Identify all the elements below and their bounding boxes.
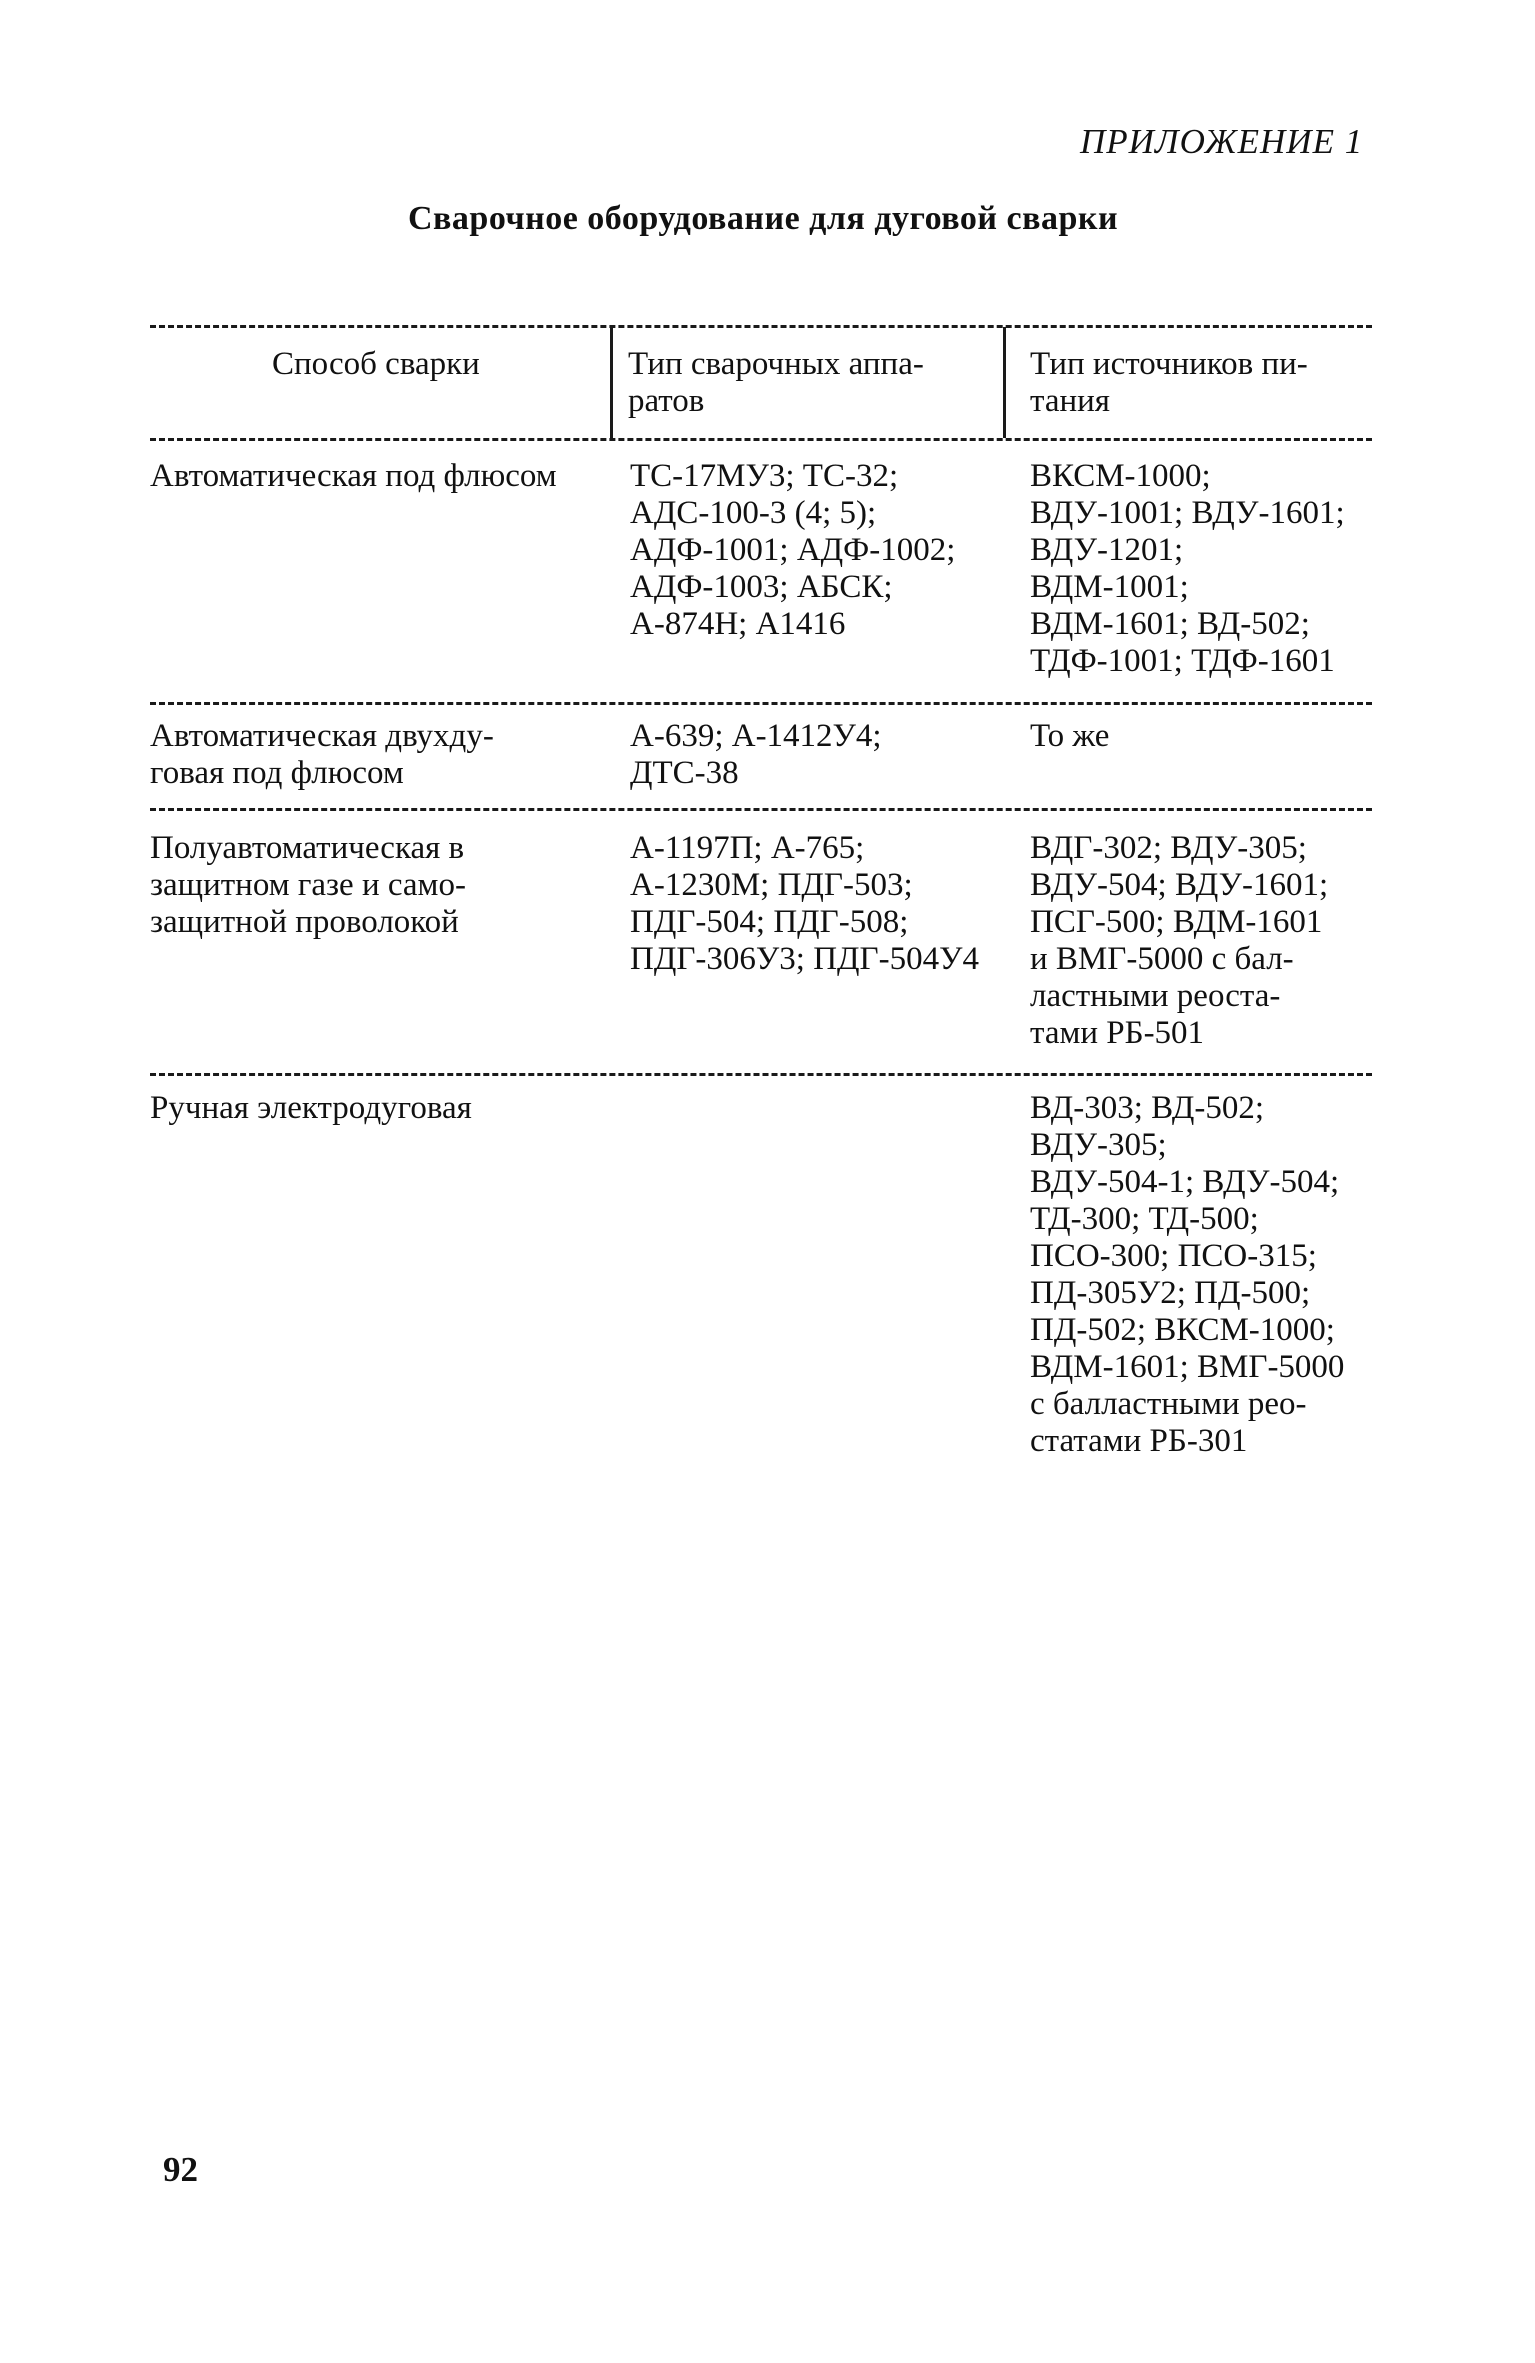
cell-method (150, 458, 557, 495)
cell-line: ВДУ-305; (1030, 1127, 1167, 1163)
cell-line: ВДМ-1601; ВД-502; (1030, 606, 1310, 642)
header-line: Тип источников пи- (1030, 346, 1308, 382)
cell-sources (1030, 718, 1109, 755)
header-line: ратов (628, 383, 705, 419)
cell-line: ВДУ-1001; ВДУ-1601; (1030, 495, 1345, 531)
cell-line: ПД-502; ВКСМ-1000; (1030, 1312, 1335, 1348)
cell-line: ПД-305У2; ПД-500; (1030, 1275, 1311, 1311)
appendix-label: ПРИЛОЖЕНИЕ 1 (1080, 122, 1364, 161)
cell-method (150, 830, 466, 941)
cell-line: А-1197П; А-765; (630, 830, 865, 866)
page-number: 92 (163, 2150, 198, 2189)
cell-line: АДС-100-3 (4; 5); (630, 495, 877, 531)
cell-line: говая под флюсом (150, 755, 404, 791)
cell-line: ВД-303; ВД-502; (1030, 1090, 1265, 1126)
cell-sources (1030, 830, 1328, 1052)
table-rule-header (150, 438, 1372, 441)
cell-line: ВДУ-1201; (1030, 532, 1184, 568)
cell-line: Полуавтоматическая в (150, 830, 465, 866)
cell-line: Автоматическая двухду- (150, 718, 494, 754)
cell-apparatus (630, 830, 979, 978)
cell-line: ПДГ-306У3; ПДГ-504У4 (630, 941, 979, 977)
cell-apparatus (630, 458, 955, 643)
header-line: тания (1030, 383, 1110, 419)
column-header-apparatus (628, 346, 924, 420)
cell-method (150, 718, 494, 792)
header-separator-2 (1003, 327, 1006, 438)
cell-line: ТД-300; ТД-500; (1030, 1201, 1259, 1237)
cell-line: ВДГ-302; ВДУ-305; (1030, 830, 1307, 866)
cell-sources (1030, 458, 1345, 680)
cell-line: А-874Н; А1416 (630, 606, 846, 642)
cell-line: ВДМ-1601; ВМГ-5000 (1030, 1349, 1345, 1385)
cell-line: ПСГ-500; ВДМ-1601 (1030, 904, 1323, 940)
table-rule-row3 (150, 1073, 1372, 1076)
cell-sources (1030, 1090, 1344, 1460)
table-rule-row2 (150, 808, 1372, 811)
cell-line: ВДУ-504; ВДУ-1601; (1030, 867, 1329, 903)
cell-line: ДТС-38 (630, 755, 739, 791)
column-header-sources (1030, 346, 1308, 420)
cell-line: защитном газе и само- (150, 867, 466, 903)
cell-line: защитной проволокой (150, 904, 459, 940)
table-rule-top (150, 325, 1372, 328)
cell-line: Автоматическая под флюсом (150, 458, 557, 494)
cell-line: ТДФ-1001; ТДФ-1601 (1030, 643, 1335, 679)
cell-apparatus (630, 718, 882, 792)
cell-line: А-1230М; ПДГ-503; (630, 867, 913, 903)
cell-line: с балластными рео- (1030, 1386, 1307, 1422)
cell-line: ПДГ-504; ПДГ-508; (630, 904, 909, 940)
cell-line: и ВМГ-5000 с бал- (1030, 941, 1294, 977)
cell-line: тами РБ-501 (1030, 1015, 1205, 1051)
cell-line: статами РБ-301 (1030, 1423, 1248, 1459)
cell-line: ВКСМ-1000; (1030, 458, 1211, 494)
cell-line: ПСО-300; ПСО-315; (1030, 1238, 1317, 1274)
cell-line: АДФ-1001; АДФ-1002; (630, 532, 956, 568)
page-title: Сварочное оборудование для дуговой сварки (408, 200, 1119, 237)
cell-line: Ручная электродуговая (150, 1090, 472, 1126)
cell-method (150, 1090, 472, 1127)
cell-line: ВДУ-504-1; ВДУ-504; (1030, 1164, 1340, 1200)
cell-line: То же (1030, 718, 1110, 754)
cell-line: АДФ-1003; АБСК; (630, 569, 893, 605)
header-separator-1 (610, 327, 613, 438)
cell-line: ТС-17МУ3; ТС-32; (630, 458, 899, 494)
cell-line: ластными реоста- (1030, 978, 1281, 1014)
header-line: Способ сварки (272, 346, 480, 382)
cell-line: А-639; А-1412У4; (630, 718, 882, 754)
table-rule-row1 (150, 702, 1372, 705)
cell-line: ВДМ-1001; (1030, 569, 1189, 605)
header-line: Тип сварочных аппа- (628, 346, 924, 382)
column-header-method (272, 346, 480, 383)
